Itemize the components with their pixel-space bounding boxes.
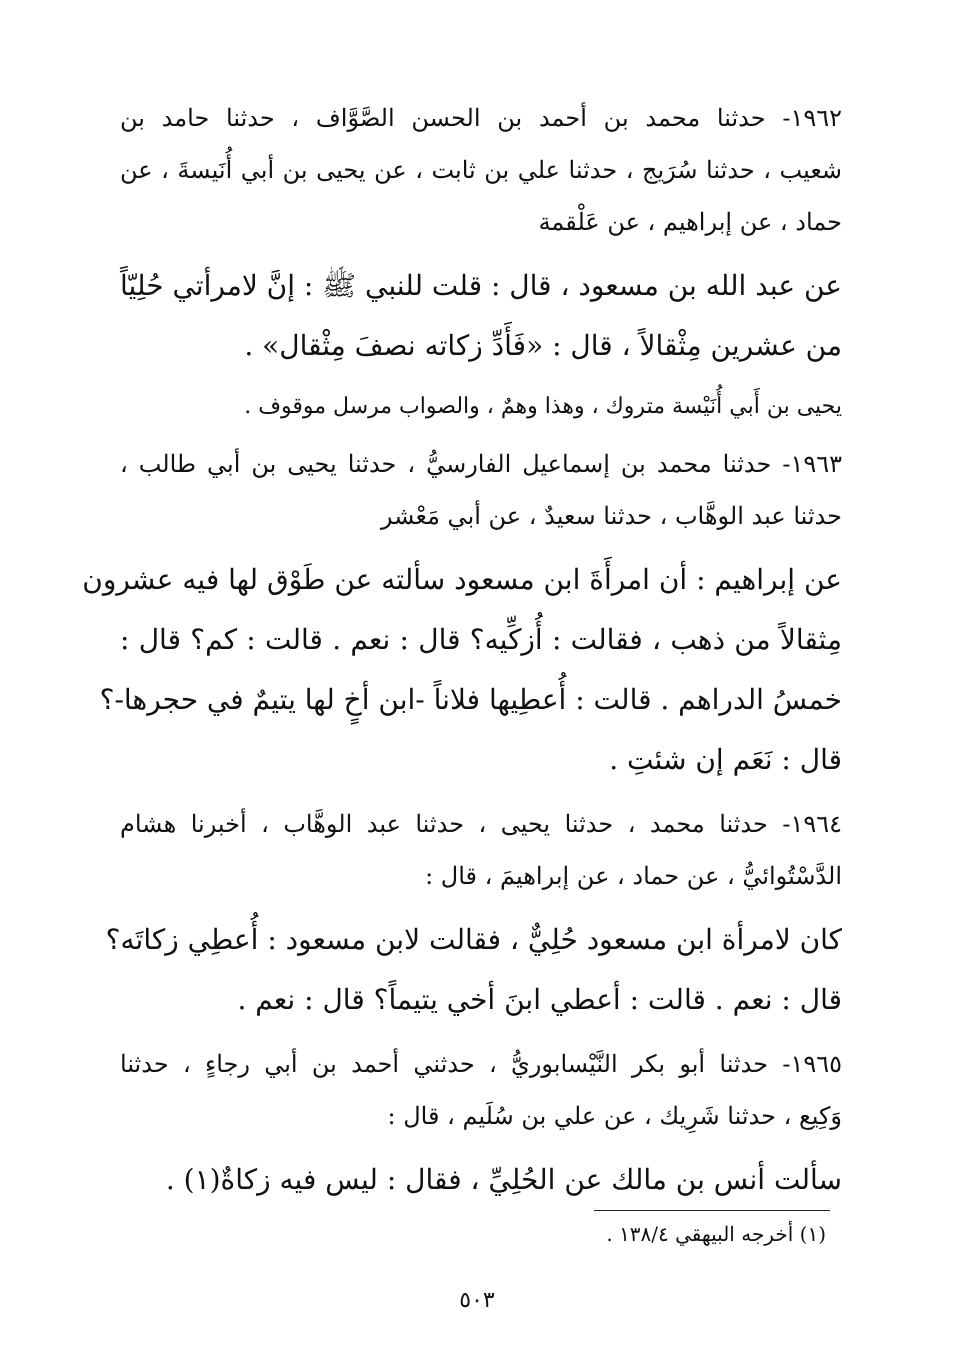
text-line: ١٩٦٤- حدثنا محمد ، حدثنا يحيى ، حدثنا عبد الوهَّاب ، أخبرنا هشام xyxy=(120,810,842,838)
text-line: خمسُ الدراهم . قالت : أُعطِيها فلاناً -ابن أخٍ لها يتيمٌ في حجرها-؟ xyxy=(99,683,842,716)
text-line: قال : نعم . قالت : أعطي ابنَ أخي يتيماً؟ قال : نعم . xyxy=(237,983,842,1016)
text-line: ١٩٦٥- حدثنا أبو بكر النَّيْسابوريُّ ، حدثني أحمد بن أبي رجاءٍ ، حدثنا xyxy=(120,1050,842,1078)
text-line: عن إبراهيم : أن امرأَةَ ابن مسعود سألته عن طَوْق لها فيه عشرون xyxy=(82,563,842,596)
hadith-1964-isnad xyxy=(120,798,842,902)
text-line: وَكِيع ، حدثنا شَرِيك ، عن علي بن سُلَيم ، قال : xyxy=(387,1102,842,1130)
text-line: قال : نَعَم إن شئتِ . xyxy=(609,743,842,776)
text-line: حدثنا عبد الوهَّاب ، حدثنا سعيدٌ ، عن أبي مَعْشر xyxy=(380,502,842,530)
text-line: كان لامرأة ابن مسعود حُلِيٌّ ، فقالت لابن مسعود : أُعطِي زكاتَه؟ xyxy=(105,923,842,956)
page-number: ٥٠٣ xyxy=(459,1288,495,1313)
hadith-1962-isnad xyxy=(120,92,842,248)
text-line: الدَّسْتُوائيُّ ، عن حماد ، عن إبراهيمَ ، قال : xyxy=(425,862,842,890)
text-line: عن عبد الله بن مسعود ، قال : قلت للنبي ﷺ : إنَّ لامرأتي حُلِيّاً xyxy=(120,269,842,302)
footnote-divider xyxy=(594,1210,830,1211)
hadith-1965-matn xyxy=(120,1150,842,1210)
text-line: سألت أنس بن مالك عن الحُلِيِّ ، فقال : ليس فيه زكاةٌ(١) . xyxy=(165,1163,842,1196)
page-body xyxy=(82,92,842,1218)
hadith-1964-matn xyxy=(105,910,842,1030)
hadith-1963-isnad xyxy=(120,438,842,542)
text-line: من عشرين مِثْقالاً ، قال : «فَأَدِّ زكاته نصفَ مِثْقال» . xyxy=(244,329,842,362)
hadith-1962-matn xyxy=(120,256,842,376)
text-line: مِثقالاً من ذهب ، فقالت : أُزكِّيه؟ قال : نعم . قالت : كم؟ قال : xyxy=(120,623,842,656)
hadith-1962-comment xyxy=(120,384,842,430)
text-line: حماد ، عن إبراهيم ، عن عَلْقمة xyxy=(538,208,842,236)
text-line: ١٩٦٢- حدثنا محمد بن أحمد بن الحسن الصَّوَّاف ، حدثنا حامد بن xyxy=(120,104,842,132)
text-line: ١٩٦٣- حدثنا محمد بن إسماعيل الفارسيُّ ، حدثنا يحيى بن أبي طالب ، xyxy=(120,450,842,478)
hadith-1963-matn xyxy=(82,550,842,790)
hadith-1965-isnad xyxy=(120,1038,842,1142)
text-line: شعيب ، حدثنا سُرَيج ، حدثنا علي بن ثابت ، عن يحيى بن أبي أُنَيسةَ ، عن xyxy=(120,156,842,184)
text-line: يحيى بن أَبي أُنَيْسة متروك ، وهذا وهمٌ ، والصواب مرسل موقوف . xyxy=(244,394,842,419)
footnote: (١) أخرجه البيهقي ١٣٨/٤ . xyxy=(606,1222,826,1246)
